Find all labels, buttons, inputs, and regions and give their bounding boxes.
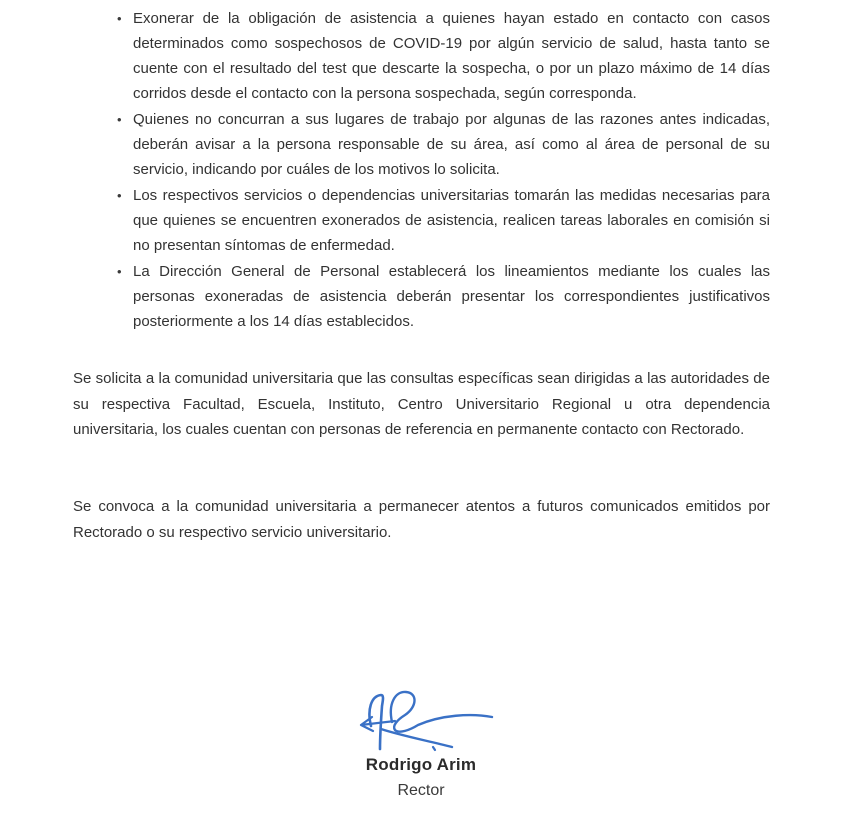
bullet-icon: •: [117, 264, 122, 279]
list-item-text: Exonerar de la obligación de asistencia a quienes hayan estado en contacto con casos determinados como sospechosos de COVID-19 por algún servicio de salud, hasta tanto se cuente con el resultado del test que descarte la sospecha, o por un plazo máximo de 14 días corridos desde el contacto con la persona sospechada, según corresponda.: [133, 10, 770, 102]
bullet-icon: •: [117, 188, 122, 203]
list-item: [115, 259, 770, 334]
signature-ink-icon: [359, 688, 499, 754]
bullet-list: [115, 6, 770, 335]
paragraph-convocatoria: Se convoca a la comunidad universitaria a permanecer atentos a futuros comunicados emitidos por Rectorado o su respectivo servicio universitario.: [73, 498, 770, 541]
paragraph-consultas: Se solicita a la comunidad universitaria que las consultas específicas sean dirigidas a las autoridades de su respectiva Facultad, Escuela, Instituto, Centro Universitario Regional u otra dependencia universitaria, los cuales cuentan con personas de referencia en permanente contacto con Rectorado.: [73, 370, 770, 438]
list-item: [115, 183, 770, 258]
list-item-text: Los respectivos servicios o dependencias universitarias tomarán las medidas necesarias para que quienes se encuentren exonerados de asistencia, realicen tareas laborales en comisión si no presentan síntomas de enfermedad.: [133, 187, 770, 254]
list-item: [115, 6, 770, 106]
signature-block: [0, 688, 842, 800]
list-item: [115, 107, 770, 182]
list-item-text: La Dirección General de Personal establecerá los lineamientos mediante los cuales las personas exoneradas de asistencia deberán presentar los correspondientes justificativos posteriormente a los 14 días establecidos.: [133, 263, 770, 330]
signatory-name: Rodrigo Arim: [365, 755, 477, 774]
list-item-text: Quienes no concurran a sus lugares de trabajo por algunas de las razones antes indicadas, deberán avisar a la persona responsable de su área, así como al área de personal de su servicio, indicando por cuáles de los motivos lo solicita.: [133, 111, 770, 178]
signatory-title: Rector: [397, 782, 445, 799]
bullet-icon: •: [117, 11, 122, 26]
bullet-icon: •: [117, 112, 122, 127]
